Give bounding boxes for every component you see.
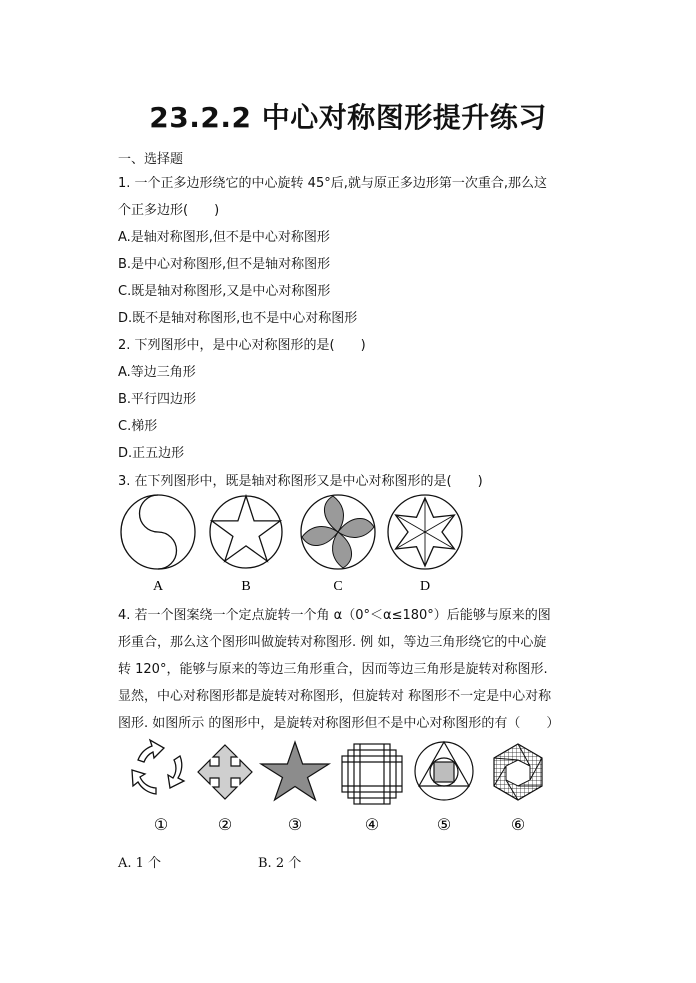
q3-label-d: D: [419, 579, 431, 594]
q4-label-6: ⑥: [510, 817, 526, 834]
q2-option-d: D.正五边形: [118, 446, 185, 461]
q4-text-line2: 形重合，那么这个图形叫做旋转对称图形. 例 如，等边三角形绕它的中心旋: [118, 635, 547, 650]
q2-option-c: C.梯形: [118, 419, 158, 434]
q1-option-a: A.是轴对称图形,但不是中心对称图形: [118, 230, 330, 245]
q4-label-2: ②: [217, 817, 233, 834]
q3-text: 3. 在下列图形中，既是轴对称图形又是中心对称图形的是( ): [118, 474, 483, 489]
page-title: 23.2.2 中心对称图形提升练习: [149, 101, 547, 134]
q4-text-line4: 显然，中心对称图形都是旋转对称图形，但旋转对 称图形不一定是中心对称: [118, 689, 552, 704]
q3-figure-a: [121, 495, 195, 569]
section-heading: 一、选择题: [118, 152, 184, 167]
q4-text-line3: 转 120°，能够与原来的等边三角形重合，因而等边三角形是旋转对称图形.: [118, 662, 548, 677]
q4-text-line5: 图形. 如图所示 的图形中，是旋转对称图形但不是中心对称图形的有（ ）: [118, 716, 560, 731]
q1-text-line2: 个正多边形( ): [118, 203, 220, 218]
q3-figure-b: [210, 496, 282, 568]
q2-text: 2. 下列图形中，是中心对称图形的是( ): [118, 338, 366, 353]
q1-option-b: B.是中心对称图形,但不是轴对称图形: [118, 257, 331, 272]
q1-text-line1: 1. 一个正多边形绕它的中心旋转 45°后,就与原正多边形第一次重合,那么这: [118, 176, 547, 191]
q4-figure-2: [198, 745, 252, 799]
q4-label-1: ①: [153, 817, 169, 834]
q3-label-c: C: [333, 579, 343, 594]
q3-figure-d: [388, 495, 462, 569]
q4-option-b: B. 2 个: [258, 856, 302, 871]
q4-option-a: A. 1 个: [118, 856, 162, 871]
q4-figure-4: [342, 744, 402, 804]
q1-option-c: C.既是轴对称图形,又是中心对称图形: [118, 284, 331, 299]
q4-label-3: ③: [287, 817, 303, 834]
q4-label-4: ④: [364, 817, 380, 834]
q4-figure-5: [415, 742, 473, 800]
q3-label-a: A: [152, 579, 164, 594]
q4-figure-1: [132, 740, 184, 794]
q2-option-b: B.平行四边形: [118, 392, 197, 407]
q4-figure-6: [494, 744, 542, 800]
q1-option-d: D.既不是轴对称图形,也不是中心对称图形: [118, 311, 358, 326]
q2-option-a: A.等边三角形: [118, 365, 196, 380]
q4-figure-3: [261, 742, 329, 800]
q4-label-5: ⑤: [436, 817, 452, 834]
q4-text-line1: 4. 若一个图案绕一个定点旋转一个角 α（0°＜α≤180°）后能够与原来的图: [118, 608, 551, 623]
q3-figure-c: [301, 495, 375, 569]
q3-label-b: B: [241, 579, 251, 594]
